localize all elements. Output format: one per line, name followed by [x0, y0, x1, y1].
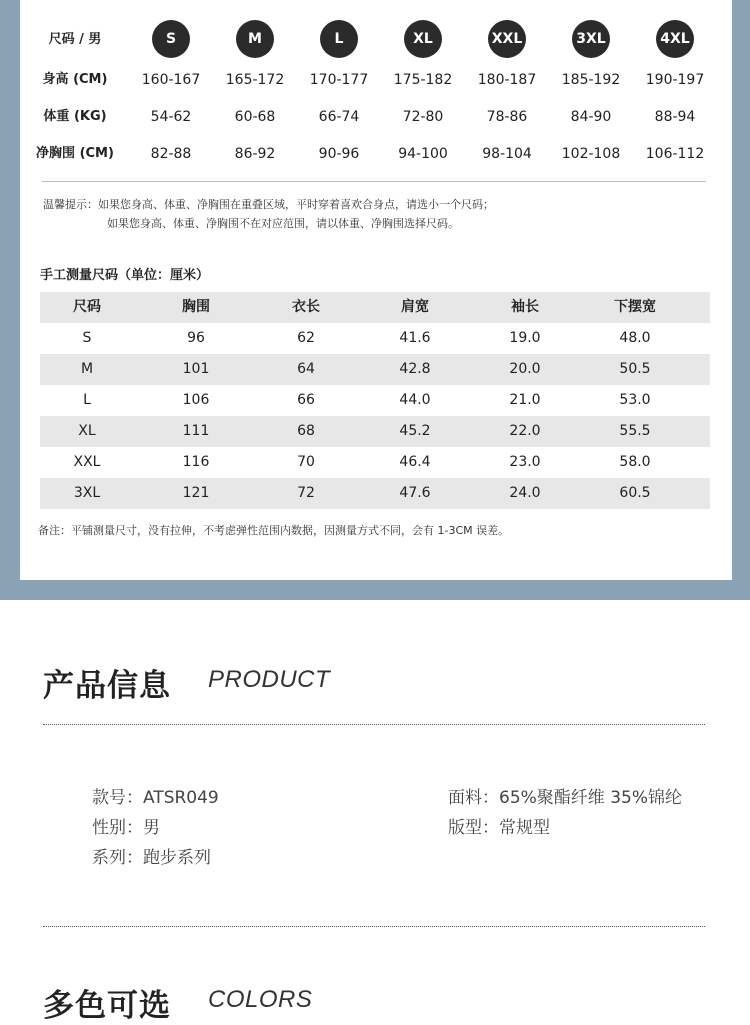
column-header: 尺码	[73, 299, 101, 315]
row-value: 54-62	[150, 109, 192, 125]
table-cell: 121	[182, 485, 210, 501]
tip-line-2: 如果您身高、体重、净胸围不在对应范围，请以体重、净胸围选择尺码。	[107, 217, 459, 230]
size-badge-l: L	[320, 20, 358, 58]
row-value: 106-112	[645, 146, 705, 162]
size-badge-xxl: XXL	[488, 20, 526, 58]
row-value: 94-100	[398, 146, 448, 162]
table-cell: 45.2	[399, 423, 431, 439]
table-cell: 41.6	[399, 330, 431, 346]
height-row	[20, 64, 732, 96]
row-value: 160-167	[141, 72, 201, 88]
table-cell: 111	[182, 423, 210, 439]
size-chart-card	[20, 0, 732, 580]
table-cell: 20.0	[509, 361, 541, 377]
product-info-title: 产品信息	[43, 668, 171, 704]
table-cell: 22.0	[509, 423, 541, 439]
chest-row	[20, 138, 732, 170]
column-header: 袖长	[511, 299, 539, 315]
row-label: 净胸围 (CM)	[36, 146, 114, 161]
size-header-label: 尺码 / 男	[48, 32, 102, 47]
column-header: 下摆宽	[614, 299, 656, 315]
table-cell: 44.0	[399, 392, 431, 408]
table-cell: 116	[182, 454, 210, 470]
info-key: 版型：	[448, 818, 499, 838]
table-row	[40, 385, 710, 416]
row-value: 102-108	[561, 146, 621, 162]
table-cell: 42.8	[399, 361, 431, 377]
table-cell: 68	[297, 423, 315, 439]
table-cell: S	[82, 330, 92, 346]
row-value: 88-94	[654, 109, 696, 125]
row-value: 185-192	[561, 72, 621, 88]
row-value: 60-68	[234, 109, 276, 125]
size-badge-4xl: 4XL	[656, 20, 694, 58]
info-key: 系列：	[92, 848, 143, 868]
table-cell: 72	[297, 485, 315, 501]
info-value: 常规型	[499, 818, 550, 838]
info-value: 跑步系列	[143, 848, 211, 868]
row-value: 72-80	[402, 109, 444, 125]
info-style-number	[92, 783, 219, 808]
row-value: 84-90	[570, 109, 612, 125]
info-key: 面料：	[448, 788, 499, 808]
row-value: 66-74	[318, 109, 360, 125]
table-row	[40, 478, 710, 509]
size-badge-3xl: 3XL	[572, 20, 610, 58]
table-cell: 21.0	[509, 392, 541, 408]
column-header: 胸围	[182, 299, 210, 315]
table-cell: XL	[78, 423, 96, 439]
info-fabric	[448, 783, 682, 808]
table-cell: L	[83, 392, 91, 408]
table-cell: XXL	[73, 454, 101, 470]
section-divider	[43, 724, 705, 725]
table-row	[40, 447, 710, 478]
table-cell: 47.6	[399, 485, 431, 501]
table-cell: 46.4	[399, 454, 431, 470]
row-label: 身高 (CM)	[42, 72, 108, 87]
table-cell: 96	[187, 330, 205, 346]
table-cell: 66	[297, 392, 315, 408]
column-header: 衣长	[292, 299, 320, 315]
size-badge-m: M	[236, 20, 274, 58]
colors-subtitle: COLORS	[208, 986, 313, 1013]
table-cell: 101	[182, 361, 210, 377]
info-value: ATSR049	[143, 788, 219, 808]
row-label: 体重 (KG)	[43, 109, 107, 124]
size-badge-xl: XL	[404, 20, 442, 58]
measure-table-title: 手工测量尺码（单位：厘米）	[40, 268, 210, 283]
row-value: 175-182	[393, 72, 453, 88]
row-value: 165-172	[225, 72, 285, 88]
size-badge-s: S	[152, 20, 190, 58]
row-value: 170-177	[309, 72, 369, 88]
table-cell: M	[80, 361, 94, 377]
column-header: 肩宽	[401, 299, 429, 315]
table-cell: 58.0	[619, 454, 651, 470]
section-divider	[43, 926, 705, 927]
info-value: 65%聚酯纤维 35%锦纶	[499, 788, 682, 808]
table-cell: 53.0	[619, 392, 651, 408]
colors-title: 多色可选	[43, 988, 171, 1024]
info-value: 男	[143, 818, 160, 838]
row-value: 90-96	[318, 146, 360, 162]
table-header-row	[40, 292, 710, 323]
tip-line-1: 温馨提示：如果您身高、体重、净胸围在重叠区域，平时穿着喜欢合身点，请选小一个尺码；	[43, 198, 494, 211]
divider	[42, 181, 706, 182]
table-row	[40, 323, 710, 354]
table-cell: 55.5	[619, 423, 651, 439]
table-cell: 106	[182, 392, 210, 408]
table-cell: 48.0	[619, 330, 651, 346]
info-series	[92, 843, 211, 868]
table-cell: 24.0	[509, 485, 541, 501]
table-cell: 50.5	[619, 361, 651, 377]
product-info-subtitle: PRODUCT	[208, 666, 331, 693]
row-value: 98-104	[482, 146, 532, 162]
info-key: 款号：	[92, 788, 143, 808]
measurement-note: 备注：平铺测量尺寸，没有拉伸，不考虑弹性范围内数据，因测量方式不同，会有 1-3CM 误差。	[38, 524, 510, 537]
table-cell: 19.0	[509, 330, 541, 346]
row-value: 82-88	[150, 146, 192, 162]
table-cell: 60.5	[619, 485, 651, 501]
weight-row	[20, 101, 732, 133]
info-key: 性别：	[92, 818, 143, 838]
table-row	[40, 354, 710, 385]
row-value: 86-92	[234, 146, 276, 162]
row-value: 78-86	[486, 109, 528, 125]
table-cell: 3XL	[73, 485, 101, 501]
table-cell: 23.0	[509, 454, 541, 470]
table-cell: 62	[297, 330, 315, 346]
info-fit	[448, 813, 550, 838]
table-cell: 64	[297, 361, 315, 377]
table-cell: 70	[297, 454, 315, 470]
row-value: 180-187	[477, 72, 537, 88]
row-value: 190-197	[645, 72, 705, 88]
table-row	[40, 416, 710, 447]
info-gender	[92, 813, 160, 838]
